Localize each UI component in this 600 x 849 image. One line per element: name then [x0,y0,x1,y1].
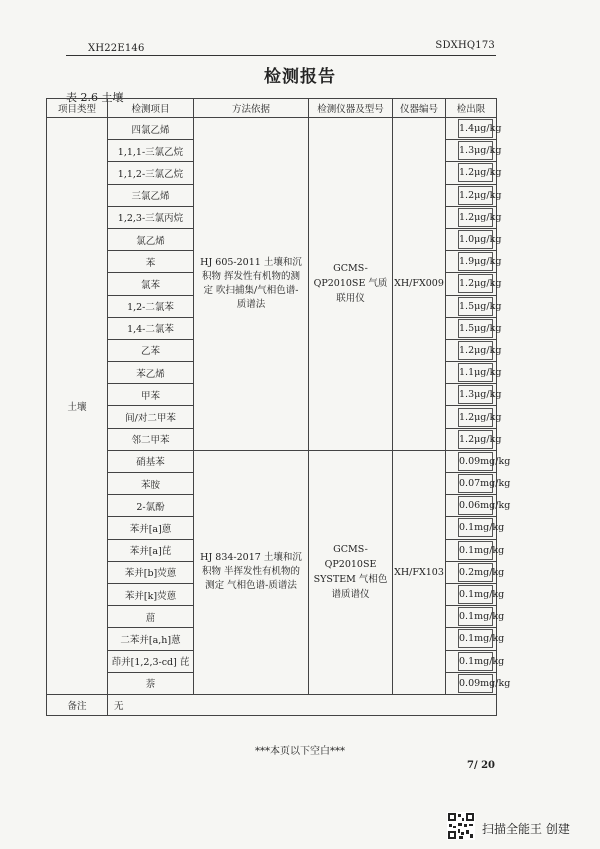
detection-limit-cell [446,428,502,450]
analyte-name: 硝基苯 [108,450,194,472]
analyte-name: 茚并[1,2,3-cd] 芘 [108,650,194,672]
detection-limit-cell [446,228,502,250]
category-cell: 土壤 [47,118,108,695]
detection-limit: 0.1mg/kg [458,541,493,560]
analyte-name: 甲苯 [108,384,194,406]
detection-limit-cell [446,650,505,672]
blank-below-note: ***本页以下空白*** [255,746,345,757]
analyte-name: 1,2,3-三氯丙烷 [108,206,194,228]
detection-limit: 1.2μg/kg [458,274,493,293]
detection-limit: 0.2mg/kg [458,563,493,582]
column-header: 检测仪器及型号 [309,99,393,118]
detection-limit-cell [446,362,502,384]
analyte-name: 苯乙烯 [108,362,194,384]
detection-limit-cell [446,273,502,295]
scanner-watermark: 扫描全能王 创建 [482,822,570,836]
table-body [47,118,511,716]
detection-limit: 1.2μg/kg [458,408,493,427]
analyte-name: 二苯并[a,h]蒽 [108,628,194,650]
detection-limit-cell [446,606,505,628]
page-number: 7/ 20 [467,760,496,771]
detection-limit: 1.2μg/kg [458,163,493,182]
analyte-name: 䓛 [108,606,194,628]
instrument-number: XH/FX009 [393,118,446,451]
analyte-name: 1,4-二氯苯 [108,317,194,339]
table-row [47,450,497,472]
column-header: 检测项目 [108,99,194,118]
detection-limit: 0.1mg/kg [458,652,493,671]
detection-limit-cell [446,140,502,162]
detection-limit-cell [446,583,505,605]
detection-limit: 1.2μg/kg [458,430,493,449]
detection-limit: 0.1mg/kg [458,607,493,626]
detection-limit: 1.4μg/kg [458,119,493,138]
analyte-name: 四氯乙烯 [108,118,194,140]
analyte-name: 间/对二甲苯 [108,406,194,428]
table-row [47,118,497,140]
instrument-model: GCMS-QP2010SE 气质联用仪 [309,118,393,451]
analyte-name: 苯 [108,251,194,273]
notes-row [47,694,497,715]
analyte-name: 萘 [108,672,194,694]
detection-limit: 1.1μg/kg [458,363,493,382]
detection-limit-cell [446,317,502,339]
analyte-name: 1,1,1-三氯乙烷 [108,140,194,162]
analyte-name: 乙苯 [108,339,194,361]
detection-limit-cell [446,561,505,583]
detection-limit: 0.1mg/kg [458,518,493,537]
analyte-name: 1,1,2-三氯乙烷 [108,162,194,184]
qr-code-icon [447,812,475,840]
detection-limit: 0.09mg/kg [458,674,493,693]
analyte-name: 苯并[a]芘 [108,539,194,561]
notes-value: 无 [108,694,497,715]
report-code-right: SDXHQ173 [435,40,495,51]
detection-limit-cell [446,184,502,206]
detection-limit-cell [446,628,505,650]
analyte-name: 氯乙烯 [108,228,194,250]
detection-limit-cell [446,118,502,140]
analyte-name: 三氯乙烯 [108,184,194,206]
detection-limit-cell [446,450,511,472]
detection-limit: 1.2μg/kg [458,186,493,205]
detection-limit-cell [446,406,502,428]
detection-limit-cell [446,495,511,517]
instrument-model: GCMS-QP2010SE SYSTEM 气相色谱质谱仪 [309,450,393,694]
detection-limit: 0.09mg/kg [458,452,493,471]
detection-limit: 0.06mg/kg [458,496,493,515]
detection-limit: 0.1mg/kg [458,585,493,604]
detection-limit: 1.5μg/kg [458,319,493,338]
detection-limit: 1.3μg/kg [458,141,493,160]
detection-limit-cell [446,539,505,561]
instrument-number: XH/FX103 [393,450,446,694]
detection-limit: 0.07mg/kg [458,474,493,493]
detection-limit-cell [446,162,502,184]
detection-limit-cell [446,339,502,361]
table-header-row [47,99,497,118]
report-code-left: XH22E146 [88,43,145,54]
method-basis: HJ 605-2011 土壤和沉积物 挥发性有机物的测定 吹扫捕集/气相色谱-质谱法 [194,118,309,451]
column-header: 检出限 [446,99,497,118]
detection-limit: 1.9μg/kg [458,252,493,271]
analyte-name: 苯并[k]荧蒽 [108,583,194,605]
analyte-name: 1,2-二氯苯 [108,295,194,317]
detection-limit-cell [446,517,505,539]
detection-limit: 1.5μg/kg [458,297,493,316]
detection-limit-cell [446,295,502,317]
analyte-name: 氯苯 [108,273,194,295]
analyte-name: 苯并[a]蒽 [108,517,194,539]
detection-limit: 1.0μg/kg [458,230,493,249]
header-divider [66,55,496,56]
detection-limit-cell [446,473,511,495]
notes-label: 备注 [47,694,108,715]
detection-limit-cell [446,206,502,228]
analyte-name: 苯并[b]荧蒽 [108,561,194,583]
column-header: 方法依据 [194,99,309,118]
analyte-name: 邻二甲苯 [108,428,194,450]
detection-limit: 1.2μg/kg [458,341,493,360]
detection-limit: 1.3μg/kg [458,385,493,404]
detection-limit: 1.2μg/kg [458,208,493,227]
table-caption: 表 2.6 土壤 [66,91,124,104]
detection-table [46,98,511,716]
column-header: 项目类型 [47,99,108,118]
page-title: 检测报告 [264,67,336,87]
method-basis: HJ 834-2017 土壤和沉积物 半挥发性有机物的测定 气相色谱-质谱法 [194,450,309,694]
analyte-name: 苯胺 [108,473,194,495]
detection-limit-cell [446,384,502,406]
detection-limit-cell [446,672,511,694]
analyte-name: 2-氯酚 [108,495,194,517]
detection-limit-cell [446,251,502,273]
detection-limit: 0.1mg/kg [458,629,493,648]
column-header: 仪器编号 [393,99,446,118]
